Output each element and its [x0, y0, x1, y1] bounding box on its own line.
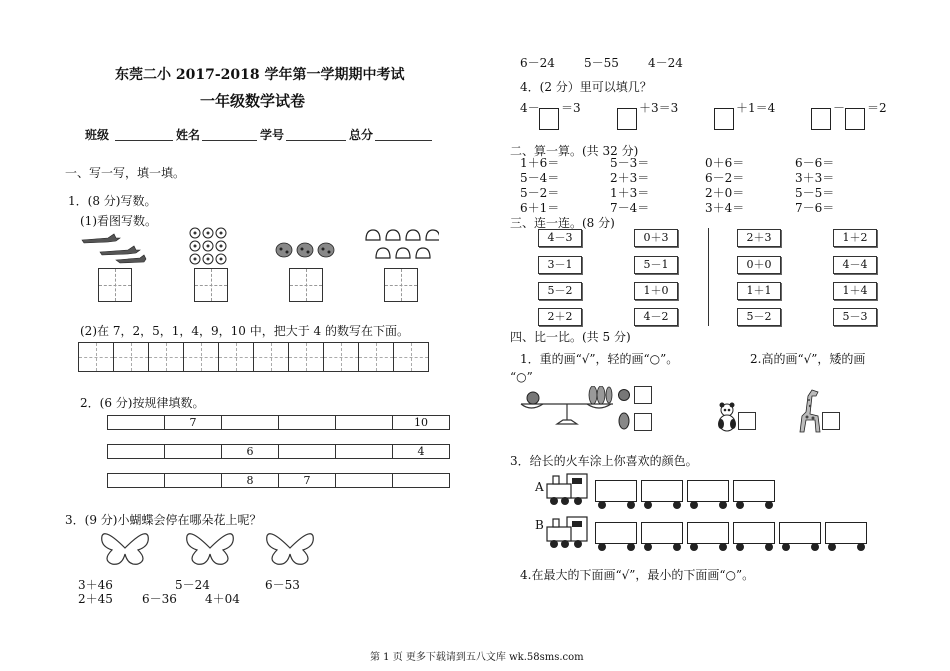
- flower-expr-4: 6－24: [520, 56, 555, 70]
- match-a2[interactable]: 3－1: [538, 256, 582, 274]
- leaf-fruit-icon: [618, 412, 630, 430]
- tall-short-box-1[interactable]: [738, 412, 756, 430]
- calc-col-3: 0＋6＝ 6－2＝ 2＋0＝ 3＋4＝: [705, 156, 745, 215]
- train-a-label: A: [535, 480, 544, 494]
- giraffe-icon: [798, 388, 822, 434]
- calc-col-1: 1＋6＝ 5－4＝ 5－2＝ 6＋1＝: [520, 156, 560, 215]
- compare-q2-text: 2.高的画“√”，矮的画: [750, 352, 866, 366]
- q2-label: 2．(6 分)按规律填数。: [80, 396, 205, 410]
- flower-icons: [188, 226, 230, 268]
- q1-sub1: (1)看图写数。: [80, 214, 157, 228]
- train-a-car-2[interactable]: [641, 480, 683, 502]
- answer-box-planes[interactable]: [98, 268, 132, 302]
- match-d2[interactable]: 4－4: [833, 256, 877, 274]
- flower-expr-3: 4＋04: [205, 592, 240, 606]
- heavy-light-box-2[interactable]: [634, 413, 652, 431]
- train-b-car-4[interactable]: [733, 522, 775, 544]
- butterfly-expr-2: 5－24: [175, 578, 210, 592]
- compare-q3-text: 3．给长的火车涂上你喜欢的颜色。: [510, 454, 698, 468]
- airplane-icons: [80, 232, 148, 266]
- field-class-line[interactable]: [115, 140, 173, 141]
- match-a1[interactable]: 4－3: [538, 229, 582, 247]
- q4-item-4b: ＝2: [867, 101, 887, 115]
- train-b-engine-icon[interactable]: [545, 513, 593, 549]
- calc-col-2: 5－3＝ 2＋3＝ 1＋3＝ 7－4＝: [610, 156, 650, 215]
- section1-heading: 一、写一写，填一填。: [65, 166, 186, 180]
- answer-box-ladybugs[interactable]: [289, 268, 323, 302]
- field-class-label: 班级: [85, 128, 110, 142]
- match-c1[interactable]: 2＋3: [737, 229, 781, 247]
- heavy-light-box-1[interactable]: [634, 386, 652, 404]
- q4-box-3[interactable]: [714, 108, 734, 130]
- train-a-car-1[interactable]: [595, 480, 637, 502]
- q4-item-2: ＋3＝3: [639, 101, 679, 115]
- match-divider: [708, 228, 709, 326]
- q4-item-1b: ＝3: [561, 101, 581, 115]
- flower-expr-2: 6－36: [142, 592, 177, 606]
- field-score-line[interactable]: [375, 140, 432, 141]
- q4-item-3: ＋1＝4: [736, 101, 776, 115]
- sequence-row-1[interactable]: 7 10: [107, 415, 449, 430]
- train-b-car-2[interactable]: [641, 522, 683, 544]
- train-a-car-3[interactable]: [687, 480, 729, 502]
- match-d3[interactable]: 1＋4: [833, 282, 877, 300]
- q4-item-4a: －: [833, 101, 846, 115]
- match-c3[interactable]: 1＋1: [737, 282, 781, 300]
- exam-title: 东莞二小 2017-2018 学年第一学期期中考试: [115, 67, 405, 83]
- answer-box-peaches[interactable]: [384, 268, 418, 302]
- exam-subtitle: 一年级数学试卷: [200, 92, 306, 110]
- match-b1[interactable]: 0＋3: [634, 229, 678, 247]
- match-c2[interactable]: 0＋0: [737, 256, 781, 274]
- page-footer: 第 1 页 更多下载请到五八文库 wk.58sms.com: [370, 652, 584, 663]
- ladybug-icons: [274, 238, 338, 260]
- flower-expr-5: 5－55: [584, 56, 619, 70]
- q4-box-4[interactable]: [811, 108, 831, 130]
- train-a-engine-icon[interactable]: [545, 470, 593, 506]
- flower-expr-6: 4－24: [648, 56, 683, 70]
- q4-box-2[interactable]: [617, 108, 637, 130]
- tall-short-box-2[interactable]: [822, 412, 840, 430]
- sequence-row-3[interactable]: 8 7: [107, 473, 449, 488]
- q3-label: 3．(9 分)小蝴蝶会停在哪朵花上呢？: [65, 513, 262, 527]
- compare-q2-cont: “○”: [510, 370, 533, 384]
- field-id-label: 学号: [260, 128, 285, 142]
- q4-item-1a: 4－: [520, 101, 540, 115]
- butterfly-expr-1: 3＋46: [78, 578, 113, 592]
- field-id-line[interactable]: [286, 140, 346, 141]
- field-name-line[interactable]: [202, 140, 257, 141]
- peach-icons: [363, 226, 439, 262]
- q4-label: 4．(2 分）里可以填几？: [520, 80, 652, 94]
- q1-sub2: (2)在 7，2，5，1，4，9，10 中，把大于 4 的数写在下面。: [80, 324, 409, 338]
- compare-q1-text: 1．重的画“√”，轻的画“○”。: [520, 352, 679, 366]
- calc-col-4: 6－6＝ 3＋3＝ 5－5＝ 7－6＝: [795, 156, 835, 215]
- butterfly-expr-3: 6－53: [265, 578, 300, 592]
- train-b-car-3[interactable]: [687, 522, 729, 544]
- train-b-car-5[interactable]: [779, 522, 821, 544]
- butterfly-icons: [100, 528, 360, 566]
- panda-icon: [717, 402, 737, 432]
- section4-heading: 四、比一比。(共 5 分): [510, 330, 631, 344]
- match-a4[interactable]: 2＋2: [538, 308, 582, 326]
- field-score-label: 总分: [349, 128, 374, 142]
- match-b4[interactable]: 4－2: [634, 308, 678, 326]
- balance-scale-icon: [517, 386, 617, 428]
- match-d1[interactable]: 1＋2: [833, 229, 877, 247]
- match-c4[interactable]: 5－2: [737, 308, 781, 326]
- answer-box-flowers[interactable]: [194, 268, 228, 302]
- q4-box-1[interactable]: [539, 108, 559, 130]
- match-b2[interactable]: 5－1: [634, 256, 678, 274]
- q4-box-5[interactable]: [845, 108, 865, 130]
- match-d4[interactable]: 5－3: [833, 308, 877, 326]
- field-name-label: 姓名: [176, 128, 201, 142]
- flower-expr-1: 2＋45: [78, 592, 113, 606]
- q1-label: 1．(8 分)写数。: [68, 194, 157, 208]
- section2-heading: 二、算一算。(共 32 分): [510, 144, 639, 158]
- compare-q4-text: 4.在最大的下面画“√”，最小的下面画“○”。: [520, 568, 755, 582]
- train-b-car-6[interactable]: [825, 522, 867, 544]
- match-a3[interactable]: 5－2: [538, 282, 582, 300]
- sequence-row-2[interactable]: 6 4: [107, 444, 449, 459]
- answer-cells[interactable]: [78, 342, 428, 372]
- train-a-car-4[interactable]: [733, 480, 775, 502]
- match-b3[interactable]: 1＋0: [634, 282, 678, 300]
- train-b-car-1[interactable]: [595, 522, 637, 544]
- fruit-icon: [617, 388, 631, 402]
- train-b-label: B: [535, 518, 544, 532]
- section3-heading: 三、连一连。(8 分): [510, 216, 615, 230]
